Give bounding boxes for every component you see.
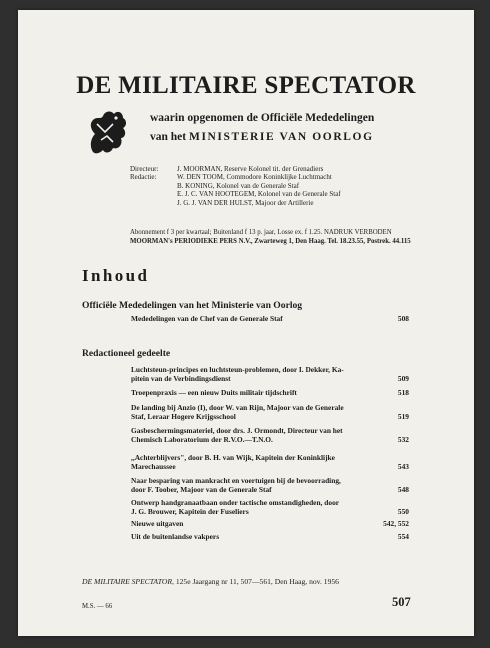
document-page (18, 10, 474, 636)
issue-citation (82, 577, 412, 586)
subscription-line: Abonnement f 3 per kwartaal; Buitenland f 13 p. jaar, Losse ex. f 1.25. NADRUK VERBODEN (130, 229, 392, 236)
staff-row (130, 165, 460, 173)
subtitle-line1: waarin opgenomen de Officiële Mededelingen (150, 112, 375, 124)
toc-entry[interactable] (131, 314, 409, 323)
toc-entry-page: 542, 552 (383, 519, 409, 528)
toc-entry-line1: Ontwerp handgranaatbaan onder tactische omstandigheden, door (131, 498, 340, 507)
toc-entry[interactable] (131, 388, 409, 397)
toc-entry-page: 543 (397, 462, 409, 471)
toc-entry-page: 509 (397, 374, 409, 383)
citation-details: 125e Jaargang nr 11, 507—561, Den Haag, nov. 1956 (175, 577, 339, 586)
contents-heading: Inhoud (82, 266, 150, 285)
staff-role: Redactie: (130, 173, 157, 182)
subtitle-prefix: van het (150, 131, 187, 143)
staff-name: W. DEN TOOM, Commodore Koninklijke Luchtmacht (177, 173, 332, 182)
toc-entry-line2: J. G. Brouwer, Kapitein der Fuseliers (131, 507, 249, 516)
toc-entry[interactable] (131, 365, 409, 383)
toc-entry-line2: Chemisch Laboratorium der R.V.O.—T.N.O. (131, 435, 273, 444)
toc-entry-line1: Gasbeschermingsmateriel, door drs. J. Ormondt, Directeur van het (131, 426, 343, 435)
toc-entry[interactable] (131, 498, 409, 516)
section-editorial-heading: Redactioneel gedeelte (82, 348, 171, 359)
staff-name: J. G. J. VAN DER HULST, Majoor der Artillerie (177, 198, 314, 207)
staff-row (130, 173, 460, 181)
toc-entry-line1: Luchtsteun-principes en luchtsteun-problemen, door I. Dekker, Ka- (131, 365, 344, 374)
toc-entry-page: 519 (397, 412, 409, 421)
subtitle-ministry: MINISTERIE VAN OORLOG (188, 131, 374, 143)
subscription-info (130, 228, 460, 246)
toc-entry-page: 508 (397, 314, 409, 323)
staff-name: B. KONING, Kolonel van de Generale Staf (177, 181, 300, 190)
toc-entry-line1: Troepenpraxis — een nieuw Duits militair tijdschrift (131, 388, 297, 397)
toc-entry-title: Mededelingen van de Chef van de Generale Staf (131, 314, 283, 323)
section-official-heading: Officiële Mededelingen van het Ministerie van Oorlog (82, 300, 303, 311)
toc-entry-line1: De landing bij Anzio (I), door W. van Rijn, Majoor van de Generale (131, 403, 344, 412)
toc-entry-page: 550 (397, 507, 409, 516)
toc-entry[interactable] (131, 476, 409, 494)
page-number: 507 (392, 595, 411, 609)
citation-journal: DE MILITAIRE SPECTATOR, (82, 577, 174, 586)
toc-entry-line1: Naar besparing van mankracht en voertuigen bij de bevoorrading, (131, 476, 341, 485)
toc-entry[interactable] (131, 532, 409, 541)
toc-entry-line2: Staf, Leraar Hogere Krijgsschool (131, 412, 236, 421)
toc-entry[interactable] (131, 426, 409, 444)
staff-name: E. J. C. VAN HOOTEGEM, Kolonel van de Generale Staf (177, 190, 341, 199)
staff-row (130, 199, 460, 207)
masthead-subtitle (150, 109, 450, 147)
staff-name: J. MOORMAN, Reserve Kolonel tit. der Grenadiers (177, 165, 324, 173)
staff-row (130, 190, 460, 198)
toc-entry[interactable] (131, 403, 409, 421)
toc-entry-page: 518 (397, 388, 409, 397)
toc-entry-line1: ,,Achterblijvers", door B. H. van Wijk, Kapitein der Koninklijke (131, 453, 335, 462)
toc-entry-page: 548 (397, 485, 409, 494)
editorial-staff (130, 165, 460, 207)
staff-role (130, 182, 177, 190)
toc-entry-line2: pitein van de Verbindingsdienst (131, 374, 231, 383)
toc-entry-line2: Marechaussee (131, 462, 176, 471)
staff-role: Directeur: (130, 165, 159, 173)
toc-entry-line1: Uit de buitenlandse vakpers (131, 532, 220, 541)
toc-entry[interactable] (131, 519, 409, 528)
footer-code: M.S. — 66 (82, 603, 113, 610)
masthead: DE MILITAIRE SPECTATOR (76, 72, 416, 99)
toc-entry-page: 532 (397, 435, 409, 444)
lion-emblem-icon (83, 106, 131, 156)
toc-entry[interactable] (131, 453, 409, 471)
toc-entry-page: 554 (397, 532, 409, 541)
staff-role (130, 190, 177, 198)
toc-entry-line2: door F. Toober, Majoor van de Generale Staf (131, 485, 272, 494)
subtitle-line2 (150, 128, 450, 147)
toc-entry-line1: Nieuwe uitgaven (131, 519, 184, 528)
publisher-line: MOORMAN's PERIODIEKE PERS N.V., Zwarteweg 1, Den Haag. Tel. 18.23.55, Postrek. 44.115 (130, 238, 411, 245)
staff-role (130, 199, 177, 207)
staff-row (130, 182, 460, 190)
